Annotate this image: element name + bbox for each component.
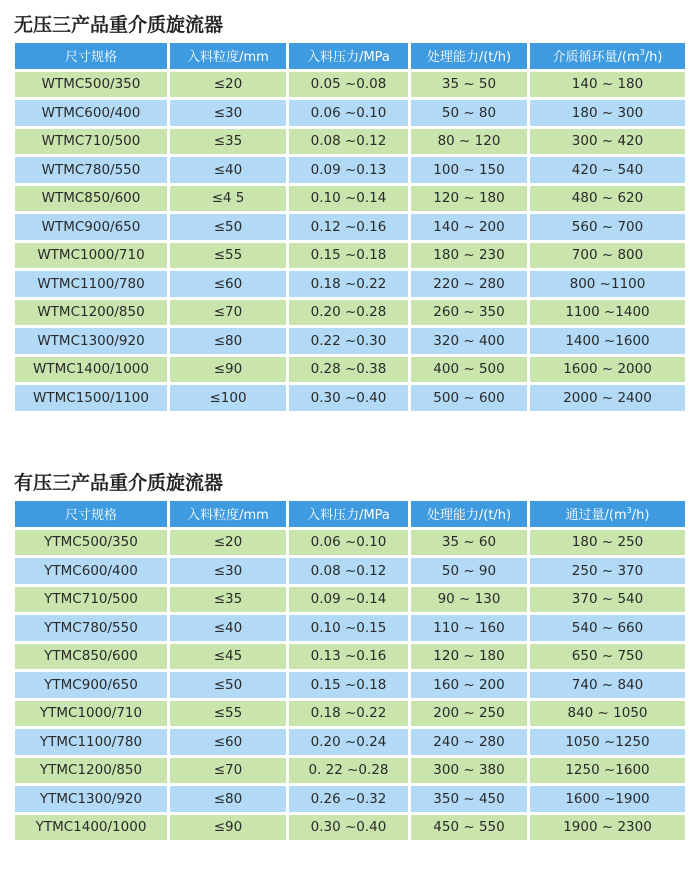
cell-feed-pressure: 0.08 ~0.12 — [289, 558, 408, 584]
table-title: 无压三产品重介质旋流器 — [14, 14, 224, 36]
cell-flow: 650 ~ 750 — [530, 644, 685, 670]
table-row — [15, 615, 685, 641]
header-row — [15, 501, 685, 527]
cell-size: YTMC1300/920 — [15, 786, 167, 812]
cell-capacity: 200 ~ 250 — [411, 701, 527, 727]
cell-flow: 480 ~ 620 — [530, 186, 685, 212]
cell-flow: 420 ~ 540 — [530, 157, 685, 183]
table-row — [15, 558, 685, 584]
cell-capacity: 50 ~ 80 — [411, 100, 527, 126]
cell-feed-size: ≤4 5 — [170, 186, 286, 212]
cell-flow: 800 ~1100 — [530, 271, 685, 297]
header-feed-size: 入料粒度/mm — [170, 501, 286, 527]
header-medium-circulation: 介质循环量$/(m^3/h)$ — [530, 43, 685, 69]
table-row — [15, 357, 685, 383]
cell-feed-size: ≤40 — [170, 615, 286, 641]
cell-capacity: 500 ~ 600 — [411, 385, 527, 411]
cell-feed-pressure: 0.20 ~0.28 — [289, 300, 408, 326]
cell-flow: 180 ~ 250 — [530, 530, 685, 556]
cell-feed-pressure: 0.06 ~0.10 — [289, 100, 408, 126]
cell-feed-size: ≤20 — [170, 530, 286, 556]
cell-size: WTMC1500/1100 — [15, 385, 167, 411]
cell-capacity: 140 ~ 200 — [411, 214, 527, 240]
cell-feed-pressure: 0.28 ~0.38 — [289, 357, 408, 383]
cell-feed-pressure: 0.18 ~0.22 — [289, 271, 408, 297]
cell-capacity: 120 ~ 180 — [411, 644, 527, 670]
cell-capacity: 100 ~ 150 — [411, 157, 527, 183]
cell-size: WTMC1000/710 — [15, 243, 167, 269]
table-row — [15, 786, 685, 812]
cell-size: YTMC600/400 — [15, 558, 167, 584]
cell-feed-size: ≤90 — [170, 815, 286, 841]
table-row — [15, 328, 685, 354]
cell-size: YTMC1000/710 — [15, 701, 167, 727]
header-capacity: 处理能力/(t/h) — [411, 501, 527, 527]
header-feed-pressure: 入料压力/MPa — [289, 501, 408, 527]
cell-feed-size: ≤35 — [170, 587, 286, 613]
cell-capacity: 35 ~ 60 — [411, 530, 527, 556]
cell-feed-pressure: 0. 22 ~0.28 — [289, 758, 408, 784]
cell-capacity: 160 ~ 200 — [411, 672, 527, 698]
table-row — [15, 815, 685, 841]
header-size: 尺寸规格 — [15, 43, 167, 69]
header-capacity: 处理能力/(t/h) — [411, 43, 527, 69]
cell-flow: 1100 ~1400 — [530, 300, 685, 326]
header-row — [15, 43, 685, 69]
header-throughput: 通过量$/(m^3/h)$ — [530, 501, 685, 527]
cell-feed-size: ≤60 — [170, 271, 286, 297]
cell-capacity: 220 ~ 280 — [411, 271, 527, 297]
cell-feed-pressure: 0.26 ~0.32 — [289, 786, 408, 812]
cell-size: YTMC710/500 — [15, 587, 167, 613]
cell-feed-size: ≤80 — [170, 328, 286, 354]
table-row — [15, 157, 685, 183]
table-row — [15, 644, 685, 670]
cell-size: YTMC500/350 — [15, 530, 167, 556]
cell-feed-size: ≤35 — [170, 129, 286, 155]
cell-feed-pressure: 0.18 ~0.22 — [289, 701, 408, 727]
cell-size: WTMC850/600 — [15, 186, 167, 212]
cell-feed-pressure: 0.15 ~0.18 — [289, 672, 408, 698]
cell-feed-pressure: 0.12 ~0.16 — [289, 214, 408, 240]
cell-feed-pressure: 0.08 ~0.12 — [289, 129, 408, 155]
cell-flow: 1600 ~1900 — [530, 786, 685, 812]
cell-feed-size: ≤80 — [170, 786, 286, 812]
cell-flow: 2000 ~ 2400 — [530, 385, 685, 411]
cell-size: YTMC850/600 — [15, 644, 167, 670]
cell-size: YTMC1200/850 — [15, 758, 167, 784]
table-row — [15, 271, 685, 297]
cell-feed-pressure: 0.30 ~0.40 — [289, 815, 408, 841]
cell-size: WTMC900/650 — [15, 214, 167, 240]
cell-size: WTMC710/500 — [15, 129, 167, 155]
header-size: 尺寸规格 — [15, 501, 167, 527]
cell-feed-pressure: 0.09 ~0.13 — [289, 157, 408, 183]
cell-size: YTMC780/550 — [15, 615, 167, 641]
header-feed-size: 入料粒度/mm — [170, 43, 286, 69]
table-row — [15, 243, 685, 269]
cell-flow: 1050 ~1250 — [530, 729, 685, 755]
cell-capacity: 450 ~ 550 — [411, 815, 527, 841]
cell-capacity: 350 ~ 450 — [411, 786, 527, 812]
cell-feed-pressure: 0.15 ~0.18 — [289, 243, 408, 269]
cell-feed-size: ≤30 — [170, 100, 286, 126]
cell-flow: 700 ~ 800 — [530, 243, 685, 269]
cell-flow: 250 ~ 370 — [530, 558, 685, 584]
cell-capacity: 120 ~ 180 — [411, 186, 527, 212]
cell-feed-size: ≤55 — [170, 701, 286, 727]
cell-capacity: 300 ~ 380 — [411, 758, 527, 784]
cell-capacity: 90 ~ 130 — [411, 587, 527, 613]
cell-feed-pressure: 0.05 ~0.08 — [289, 72, 408, 98]
cell-feed-pressure: 0.30 ~0.40 — [289, 385, 408, 411]
cell-feed-size: ≤70 — [170, 300, 286, 326]
cell-capacity: 80 ~ 120 — [411, 129, 527, 155]
cell-flow: 540 ~ 660 — [530, 615, 685, 641]
cell-capacity: 50 ~ 90 — [411, 558, 527, 584]
table-row — [15, 758, 685, 784]
table-row — [15, 530, 685, 556]
cell-feed-size: ≤55 — [170, 243, 286, 269]
cell-feed-size: ≤40 — [170, 157, 286, 183]
table-row — [15, 385, 685, 411]
table-row — [15, 100, 685, 126]
cell-capacity: 110 ~ 160 — [411, 615, 527, 641]
cell-size: WTMC600/400 — [15, 100, 167, 126]
cell-size: WTMC1400/1000 — [15, 357, 167, 383]
cell-feed-pressure: 0.10 ~0.15 — [289, 615, 408, 641]
table-row — [15, 72, 685, 98]
cell-feed-size: ≤45 — [170, 644, 286, 670]
cell-capacity: 35 ~ 50 — [411, 72, 527, 98]
header-feed-pressure: 入料压力/MPa — [289, 43, 408, 69]
cell-flow: 140 ~ 180 — [530, 72, 685, 98]
cell-flow: 180 ~ 300 — [530, 100, 685, 126]
cell-feed-size: ≤30 — [170, 558, 286, 584]
cell-feed-pressure: 0.20 ~0.24 — [289, 729, 408, 755]
cell-feed-pressure: 0.22 ~0.30 — [289, 328, 408, 354]
cell-size: WTMC780/550 — [15, 157, 167, 183]
cell-feed-pressure: 0.06 ~0.10 — [289, 530, 408, 556]
cell-capacity: 180 ~ 230 — [411, 243, 527, 269]
table-row — [15, 129, 685, 155]
cell-size: WTMC1100/780 — [15, 271, 167, 297]
table-row — [15, 587, 685, 613]
cell-capacity: 320 ~ 400 — [411, 328, 527, 354]
cell-flow: 1600 ~ 2000 — [530, 357, 685, 383]
cell-capacity: 260 ~ 350 — [411, 300, 527, 326]
cell-feed-size: ≤100 — [170, 385, 286, 411]
cell-flow: 560 ~ 700 — [530, 214, 685, 240]
cell-size: YTMC900/650 — [15, 672, 167, 698]
cell-flow: 370 ~ 540 — [530, 587, 685, 613]
cell-size: YTMC1400/1000 — [15, 815, 167, 841]
cell-flow: 740 ~ 840 — [530, 672, 685, 698]
table-row — [15, 701, 685, 727]
table-row — [15, 672, 685, 698]
spec-table — [12, 498, 688, 843]
cell-feed-size: ≤70 — [170, 758, 286, 784]
cell-size: WTMC1200/850 — [15, 300, 167, 326]
cell-feed-size: ≤50 — [170, 214, 286, 240]
cell-flow: 1250 ~1600 — [530, 758, 685, 784]
cell-flow: 840 ~ 1050 — [530, 701, 685, 727]
cell-feed-size: ≤60 — [170, 729, 286, 755]
table-row — [15, 214, 685, 240]
cell-flow: 300 ~ 420 — [530, 129, 685, 155]
table-row — [15, 300, 685, 326]
spec-table — [12, 40, 688, 414]
table-row — [15, 186, 685, 212]
cell-feed-size: ≤20 — [170, 72, 286, 98]
table-title: 有压三产品重介质旋流器 — [14, 472, 224, 494]
cell-feed-size: ≤50 — [170, 672, 286, 698]
cell-feed-pressure: 0.13 ~0.16 — [289, 644, 408, 670]
cell-feed-size: ≤90 — [170, 357, 286, 383]
cell-size: WTMC1300/920 — [15, 328, 167, 354]
cell-flow: 1400 ~1600 — [530, 328, 685, 354]
cell-size: YTMC1100/780 — [15, 729, 167, 755]
table-row — [15, 729, 685, 755]
cell-feed-pressure: 0.10 ~0.14 — [289, 186, 408, 212]
cell-flow: 1900 ~ 2300 — [530, 815, 685, 841]
cell-capacity: 400 ~ 500 — [411, 357, 527, 383]
cell-capacity: 240 ~ 280 — [411, 729, 527, 755]
cell-size: WTMC500/350 — [15, 72, 167, 98]
cell-feed-pressure: 0.09 ~0.14 — [289, 587, 408, 613]
